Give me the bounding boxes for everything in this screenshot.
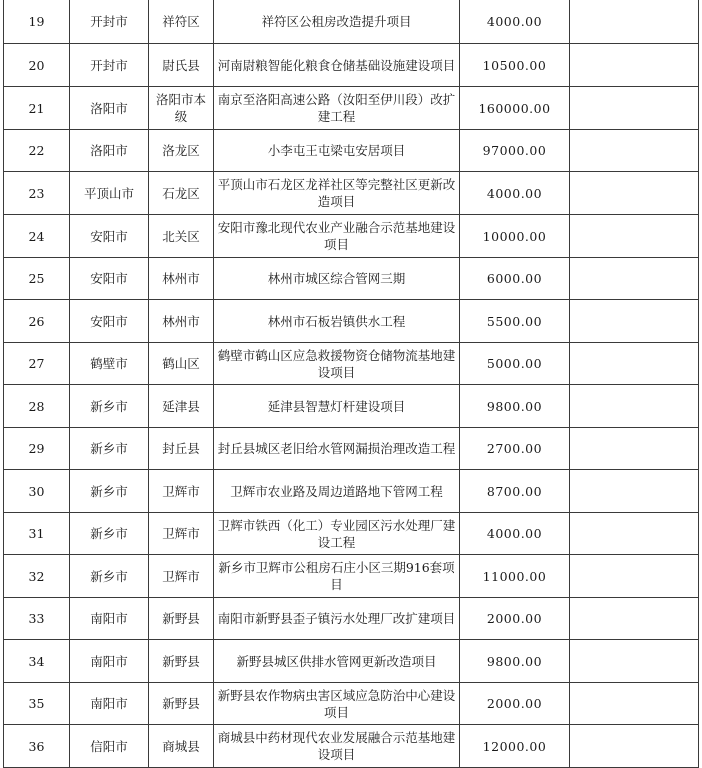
cell-serial-no: 32 [4,555,70,598]
table-row [4,555,699,598]
cell-county: 卫辉市 [149,513,214,555]
cell-serial-no: 29 [4,428,70,470]
cell-amount: 6000.00 [460,258,570,300]
cell-note [570,640,699,683]
table-row [4,130,699,172]
cell-county: 林州市 [149,300,214,343]
cell-city: 新乡市 [70,385,149,428]
table-row [4,428,699,470]
cell-serial-no: 19 [4,0,70,44]
table-row [4,470,699,513]
cell-project-name: 延津县智慧灯杆建设项目 [214,385,460,428]
cell-city: 安阳市 [70,258,149,300]
cell-serial-no: 23 [4,172,70,215]
table-row [4,215,699,258]
cell-project-name: 新乡市卫辉市公租房石庄小区三期916套项目 [214,555,460,598]
cell-city: 开封市 [70,0,149,44]
cell-project-name: 河南尉粮智能化粮食仓储基础设施建设项目 [214,44,460,87]
cell-project-name: 卫辉市铁西（化工）专业园区污水处理厂建设工程 [214,513,460,555]
cell-project-name: 商城县中药材现代农业发展融合示范基地建设项目 [214,725,460,768]
cell-serial-no: 36 [4,725,70,768]
table-row [4,44,699,87]
cell-city: 平顶山市 [70,172,149,215]
cell-project-name: 南京至洛阳高速公路（汝阳至伊川段）改扩建工程 [214,87,460,130]
table-row [4,343,699,385]
table-row [4,513,699,555]
cell-amount: 97000.00 [460,130,570,172]
cell-county: 新野县 [149,598,214,640]
cell-city: 鹤壁市 [70,343,149,385]
cell-note [570,44,699,87]
cell-note [570,470,699,513]
cell-project-name: 南阳市新野县歪子镇污水处理厂改扩建项目 [214,598,460,640]
cell-amount: 10500.00 [460,44,570,87]
cell-note [570,513,699,555]
cell-county: 卫辉市 [149,470,214,513]
cell-note [570,87,699,130]
cell-note [570,598,699,640]
cell-city: 洛阳市 [70,87,149,130]
cell-serial-no: 26 [4,300,70,343]
cell-note [570,130,699,172]
cell-note [570,725,699,768]
cell-county: 新野县 [149,640,214,683]
cell-city: 南阳市 [70,598,149,640]
cell-project-name: 新野县城区供排水管网更新改造项目 [214,640,460,683]
cell-serial-no: 24 [4,215,70,258]
table-row [4,258,699,300]
cell-project-name: 林州市石板岩镇供水工程 [214,300,460,343]
cell-amount: 9800.00 [460,385,570,428]
cell-county: 洛龙区 [149,130,214,172]
cell-serial-no: 35 [4,683,70,725]
cell-note [570,172,699,215]
project-table [3,0,699,768]
cell-note [570,343,699,385]
cell-amount: 4000.00 [460,0,570,44]
table-row [4,640,699,683]
cell-serial-no: 22 [4,130,70,172]
cell-note [570,258,699,300]
cell-amount: 4000.00 [460,513,570,555]
cell-city: 新乡市 [70,513,149,555]
cell-note [570,0,699,44]
cell-amount: 160000.00 [460,87,570,130]
cell-serial-no: 21 [4,87,70,130]
table-row [4,172,699,215]
cell-amount: 11000.00 [460,555,570,598]
cell-amount: 2000.00 [460,683,570,725]
cell-county: 鹤山区 [149,343,214,385]
cell-project-name: 封丘县城区老旧给水管网漏损治理改造工程 [214,428,460,470]
cell-county: 石龙区 [149,172,214,215]
cell-city: 新乡市 [70,428,149,470]
cell-amount: 2000.00 [460,598,570,640]
cell-note [570,428,699,470]
cell-note [570,215,699,258]
cell-project-name: 新野县农作物病虫害区域应急防治中心建设项目 [214,683,460,725]
cell-serial-no: 34 [4,640,70,683]
cell-county: 商城县 [149,725,214,768]
cell-city: 开封市 [70,44,149,87]
cell-note [570,683,699,725]
cell-project-name: 平顶山市石龙区龙祥社区等完整社区更新改造项目 [214,172,460,215]
table-row [4,598,699,640]
table-row [4,87,699,130]
table-row [4,0,699,44]
cell-amount: 10000.00 [460,215,570,258]
cell-serial-no: 33 [4,598,70,640]
cell-amount: 12000.00 [460,725,570,768]
cell-county: 祥符区 [149,0,214,44]
cell-note [570,555,699,598]
cell-amount: 5500.00 [460,300,570,343]
cell-project-name: 安阳市豫北现代农业产业融合示范基地建设项目 [214,215,460,258]
cell-serial-no: 31 [4,513,70,555]
cell-city: 安阳市 [70,215,149,258]
cell-serial-no: 28 [4,385,70,428]
cell-project-name: 小李屯王屯梁屯安居项目 [214,130,460,172]
cell-amount: 5000.00 [460,343,570,385]
cell-county: 尉氏县 [149,44,214,87]
cell-amount: 2700.00 [460,428,570,470]
table-row [4,683,699,725]
cell-county: 卫辉市 [149,555,214,598]
cell-serial-no: 20 [4,44,70,87]
cell-city: 新乡市 [70,555,149,598]
cell-project-name: 卫辉市农业路及周边道路地下管网工程 [214,470,460,513]
cell-amount: 9800.00 [460,640,570,683]
table-row [4,725,699,768]
cell-project-name: 鹤壁市鹤山区应急救援物资仓储物流基地建设项目 [214,343,460,385]
cell-serial-no: 30 [4,470,70,513]
cell-city: 安阳市 [70,300,149,343]
cell-city: 南阳市 [70,683,149,725]
cell-county: 延津县 [149,385,214,428]
cell-county: 洛阳市本级 [149,87,214,130]
cell-project-name: 林州市城区综合管网三期 [214,258,460,300]
table-row [4,300,699,343]
cell-city: 洛阳市 [70,130,149,172]
cell-note [570,385,699,428]
cell-amount: 4000.00 [460,172,570,215]
cell-note [570,300,699,343]
cell-city: 新乡市 [70,470,149,513]
project-table-body [4,0,699,768]
cell-county: 封丘县 [149,428,214,470]
cell-county: 林州市 [149,258,214,300]
cell-city: 南阳市 [70,640,149,683]
cell-city: 信阳市 [70,725,149,768]
cell-amount: 8700.00 [460,470,570,513]
cell-county: 新野县 [149,683,214,725]
cell-serial-no: 27 [4,343,70,385]
cell-county: 北关区 [149,215,214,258]
table-row [4,385,699,428]
cell-project-name: 祥符区公租房改造提升项目 [214,0,460,44]
cell-serial-no: 25 [4,258,70,300]
